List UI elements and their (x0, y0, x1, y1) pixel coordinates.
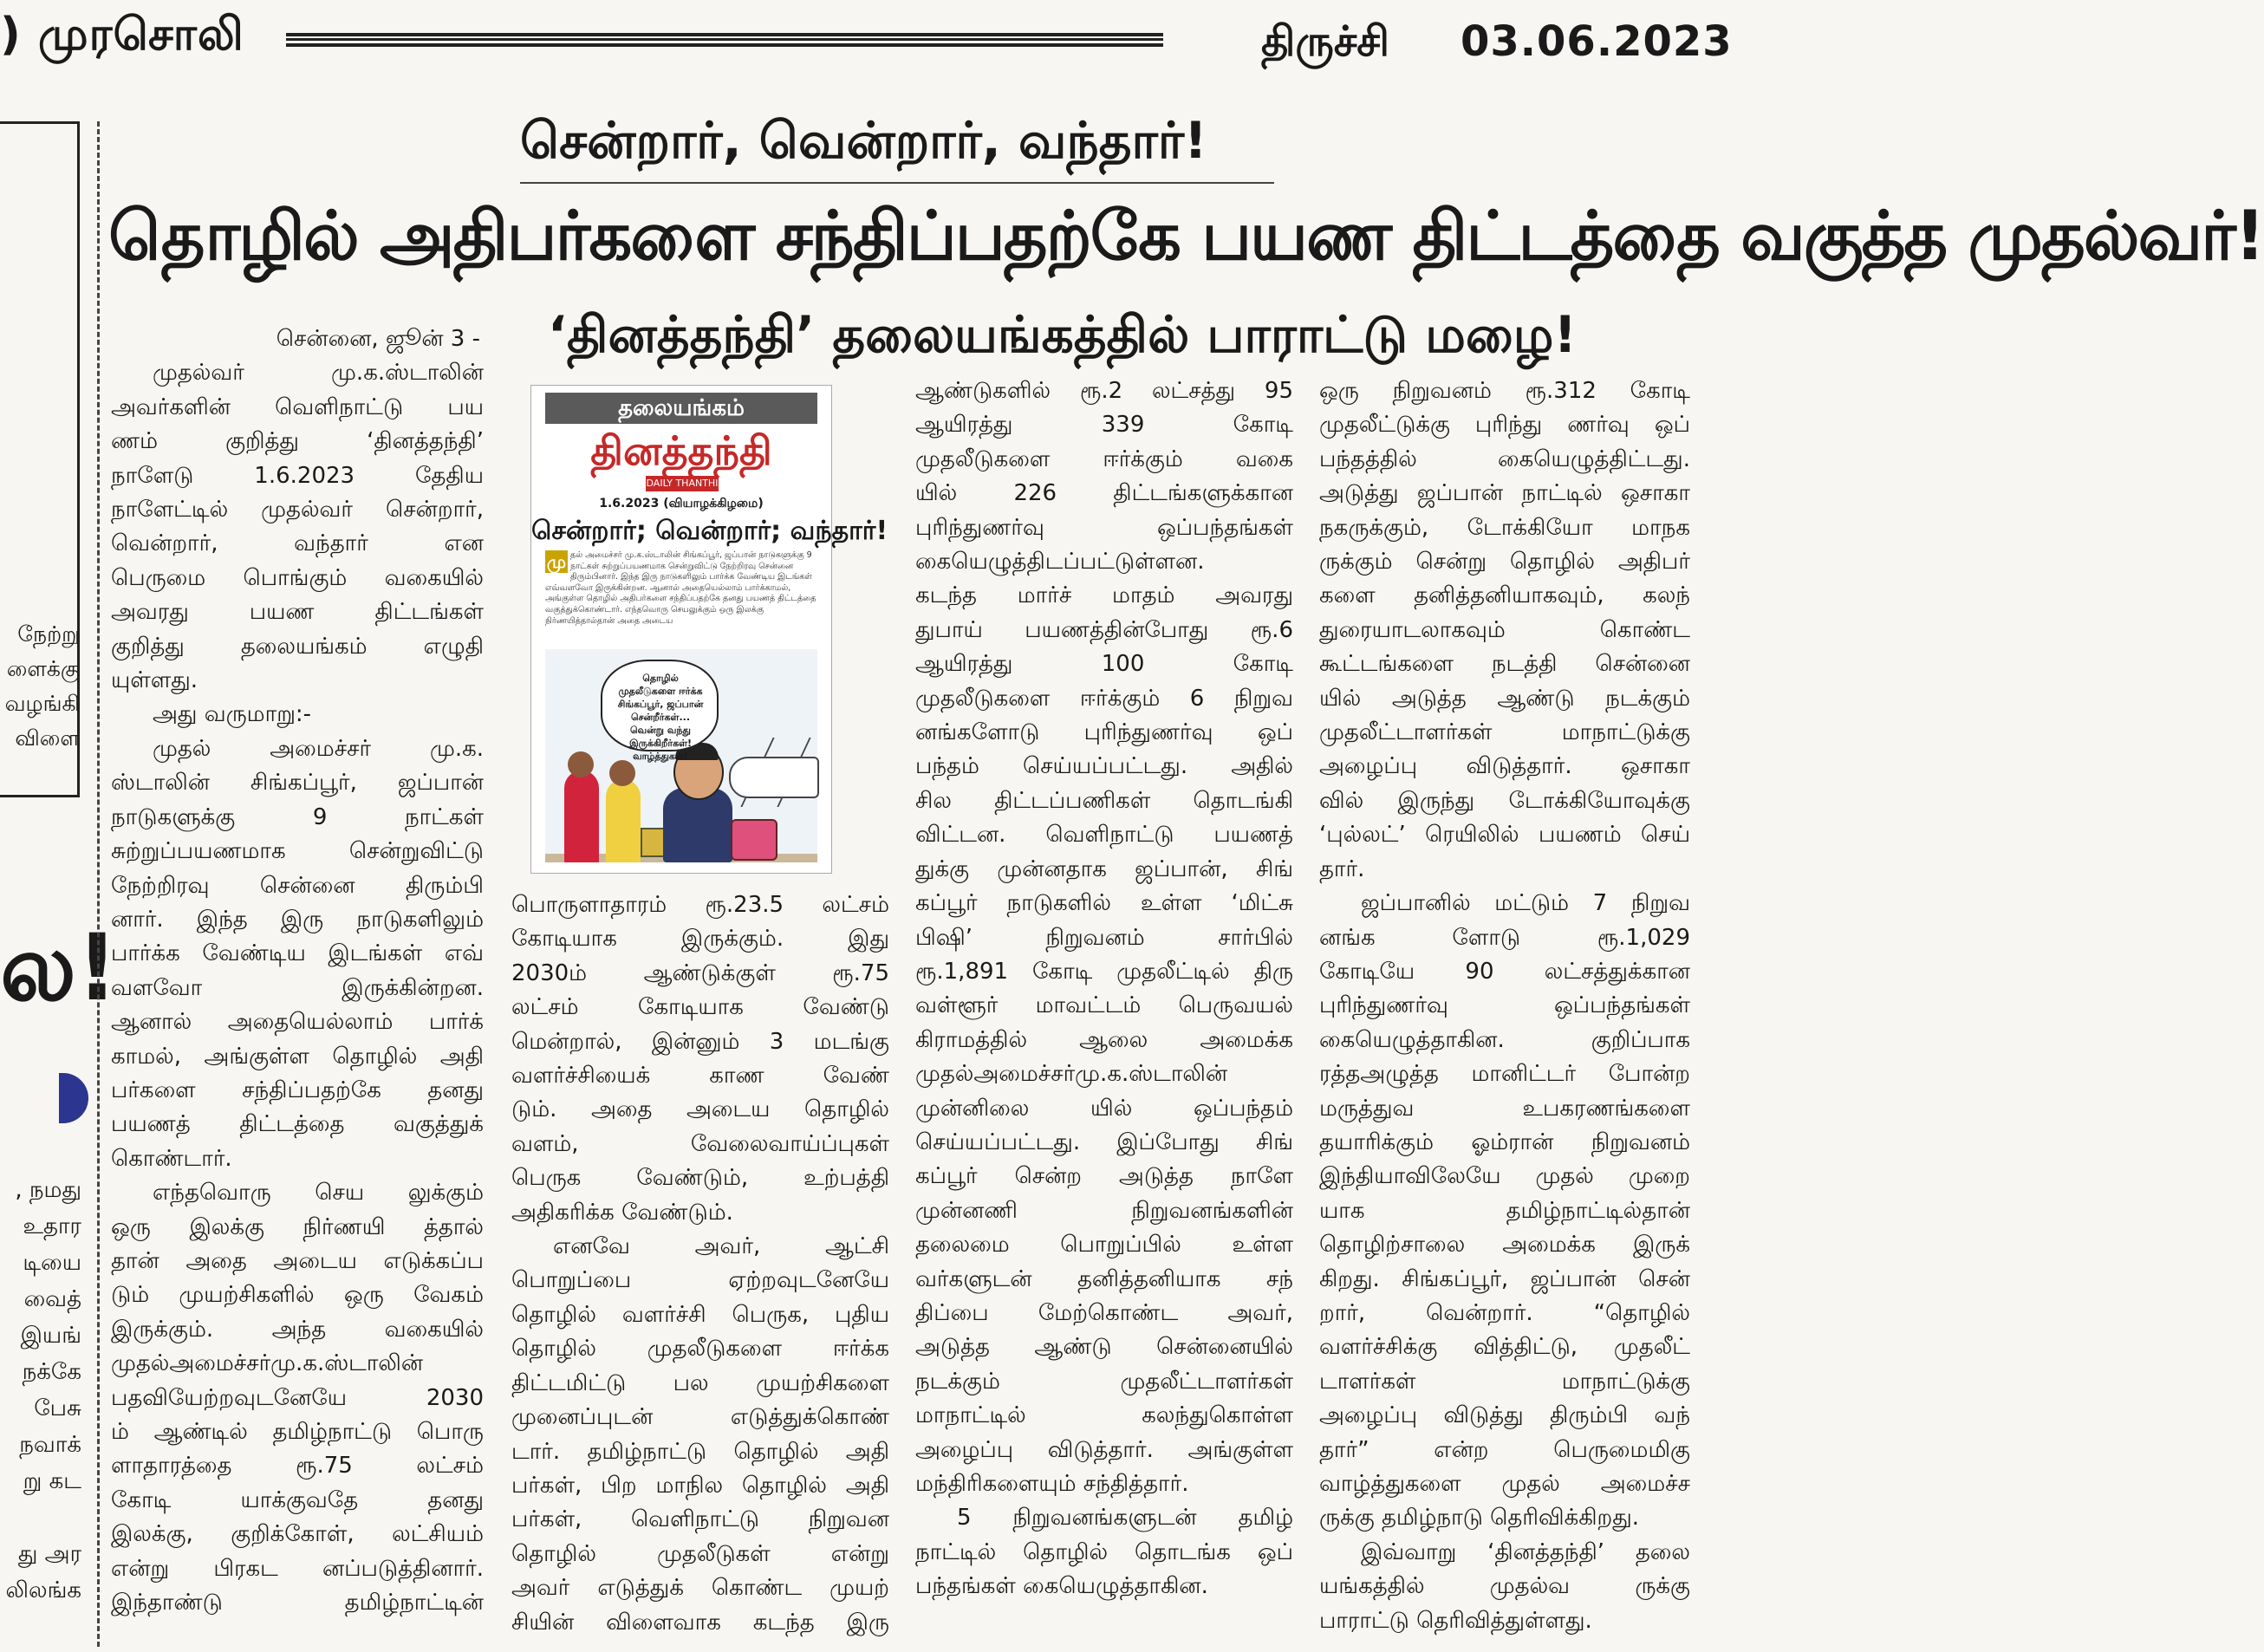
text-line: விட்டன. வெளிநாட்டு பயணத் (915, 822, 1293, 849)
article-dateline: சென்னை, ஜூன் 3 - (276, 326, 480, 352)
text-line: முனைப்புடன் எடுத்துக்கொண் (511, 1404, 889, 1431)
text-line: நாட்டில் தொழில் தொடங்க ஒப் (915, 1538, 1293, 1565)
text-line: களை தனித்தனியாகவும், கலந் (1319, 582, 1690, 609)
text-line: பயணத் திட்டத்தை வகுத்துக் (111, 1111, 484, 1138)
text-line: பொறுப்பை ஏற்றவுடனேயே (511, 1267, 889, 1294)
text-line: னங்களோடு புரிந்துணர்வு ஒப் (915, 719, 1293, 746)
text-line: பந்தத்தில் கையெழுத்திட்டது. (1319, 446, 1690, 472)
text-line: இருக்கும். அந்த வகையில் (111, 1316, 484, 1343)
text-line: ஒரு நிறுவனம் ரூ.312 கோடி (1319, 378, 1690, 404)
text-line: பர்கள், பிற மாநில தொழில் அதி (511, 1472, 889, 1499)
text-line: கிராமத்தில் ஆலை அமைக்க (915, 1026, 1293, 1053)
previous-article-line: , நமது (15, 1177, 81, 1203)
previous-article-line: பேசு (34, 1395, 81, 1421)
text-line: ம் ஆண்டில் தமிழ்நாட்டு பொரு (111, 1419, 484, 1445)
previous-article-line: இயங் (20, 1323, 81, 1349)
previous-article-line: வைத் (23, 1286, 81, 1312)
text-line: எனவே அவர், ஆட்சி (553, 1233, 889, 1260)
text-line: னார். இந்த இரு நாடுகளிலும் (111, 906, 484, 933)
text-line: வர்களுடன் தனித்தனியாக சந் (915, 1265, 1293, 1292)
masthead-city: திருச்சி (1261, 17, 1389, 66)
text-line: பர்களை சந்திப்பதற்கே தனது (111, 1076, 484, 1103)
text-line: மந்திரிகளையும் சந்தித்தார். (915, 1471, 1189, 1497)
text-line: துரையாடலாகவும் கொண்ட (1319, 616, 1690, 643)
text-line: தயாரிக்கும் ஓம்ரான் நிறுவனம் (1319, 1128, 1690, 1155)
text-line: கோடி யாக்குவதே தனது (111, 1486, 484, 1513)
text-line: ளாதாரத்தை ரூ.75 லட்சம் (111, 1453, 484, 1480)
text-line: சுற்றுப்பயணமாக சென்றுவிட்டு (111, 838, 484, 865)
previous-article-text (0, 1172, 81, 1609)
speech-bubble-text: தொழில் முதலீடுகளை ஈர்க்க சிங்கப்பூர், ஜப்பான் சென்றீர்கள்... வென்று வந்து இருக்கிறீர்கள்! வாழ்த்துகள்! (617, 673, 704, 762)
previous-article-line: து அர (17, 1541, 81, 1567)
text-line: டாளர்கள் மாநாட்டுக்கு (1319, 1368, 1690, 1395)
text-line: திட்டமிட்டு பல முயற்சிகளை (511, 1369, 889, 1396)
text-line: ஆண்டுகளில் ரூ.2 லட்சத்து 95 (915, 378, 1293, 404)
article-column-1 (111, 322, 484, 1620)
text-line: வள்ளூர் மாவட்டம் பெருவயல் (915, 992, 1293, 1019)
text-line: யங்கத்தில் முதல்வ ருக்கு (1319, 1573, 1690, 1600)
text-line: முதலீட்டாளர்கள் மாநாட்டுக்கு (1319, 719, 1690, 746)
text-line: முதல் அமைச்சர் மு.க. (153, 735, 484, 762)
text-line: புரிந்துணர்வு ஒப்பந்தங்கள் (1319, 992, 1690, 1019)
text-line: வளம், வேலைவாய்ப்புகள் (511, 1130, 889, 1157)
text-line: தொழில் முதலீடுகளை ஈர்க்க (511, 1336, 889, 1363)
text-line: அது வருமாறு:- (153, 701, 312, 728)
kicker-rule (520, 182, 1274, 184)
text-line: தலைமை பொறுப்பில் உள்ள (915, 1232, 1293, 1259)
text-line: பெருமை பொங்கும் வகையில் (111, 564, 484, 591)
text-line: அழைப்பு விடுத்து திரும்பி வந் (1319, 1402, 1690, 1429)
text-line: அடுத்து ஜப்பான் நாட்டில் ஒசாகா (1319, 480, 1690, 507)
airplane-icon (729, 757, 819, 798)
text-line: பர்கள், வெளிநாட்டு நிறுவன (511, 1506, 889, 1533)
text-line: கப்பூர் சென்ற அடுத்த நாளே (915, 1163, 1293, 1190)
text-line: டும் முயற்சிகளில் ஒரு வேகம் (111, 1282, 484, 1309)
masthead-date: 03.06.2023 (1461, 17, 1733, 66)
text-line: செய்யப்பட்டது. இப்போது சிங் (915, 1128, 1293, 1155)
text-line: கடந்த மார்ச் மாதம் அவரது (915, 582, 1293, 609)
text-line: பதவியேற்றவுடனேயே 2030 (111, 1384, 484, 1411)
cartoon-man-head (609, 760, 635, 786)
previous-article-line: நக்கே (22, 1359, 81, 1385)
luggage-icon (731, 819, 777, 861)
text-line: கோடியாக இருக்கும். இது (511, 926, 889, 953)
text-line: பெருக வேண்டும், உற்பத்தி (511, 1165, 889, 1192)
previous-article-line: நவாக் (19, 1432, 81, 1458)
text-line: ருக்கும் சென்று தொழில் அதிபர் (1319, 549, 1690, 576)
text-line: டும். அதை அடைய தொழில் (511, 1096, 889, 1123)
text-line: திப்பை மேற்கொண்ட அவர், (915, 1299, 1293, 1326)
text-line: பிஷி’ நிறுவனம் சார்பில் (915, 924, 1293, 951)
masthead-rule (286, 33, 1163, 47)
text-line: முதல்வர் மு.க.ஸ்டாலின் (153, 360, 484, 387)
text-line: னங்க ளோடு ரூ.1,029 (1319, 924, 1690, 951)
text-line: இவ்வாறு ‘தினத்தந்தி’ தலை (1361, 1538, 1690, 1565)
text-line: ஜப்பானில் மட்டும் 7 நிறுவ (1361, 890, 1690, 917)
clipping-banner: தலையங்கம் (545, 393, 817, 424)
cartoon-illustration (545, 649, 817, 862)
text-line: அடுத்த ஆண்டு சென்னையில் (915, 1334, 1293, 1361)
masthead-paper-name: ) முரசொலி (0, 9, 244, 61)
clipping-dropcap: மு (546, 551, 567, 572)
text-line: ‘புல்லட்’ ரெயிலில் பயணம் செய் (1319, 822, 1690, 849)
clipping-title: சென்றார்; வென்றார்; வந்தார்! (531, 516, 888, 546)
text-line: ஸ்டாலின் சிங்கப்பூர், ஜப்பான் (111, 770, 484, 797)
text-line: மருத்துவ உபகரணங்களை (1319, 1095, 1690, 1122)
text-line: நாடுகளுக்கு 9 நாட்கள் (111, 803, 484, 830)
clipping-text (545, 550, 817, 646)
cartoon-woman (564, 771, 599, 862)
cartoon-woman-head (568, 751, 594, 777)
cartoon-man (606, 779, 641, 862)
text-line: தொழில் முதலீடுகள் என்று (511, 1540, 889, 1567)
text-line: அதிகரிக்க வேண்டும். (511, 1199, 733, 1226)
text-line: வாழ்த்துகளை முதல் அமைச்ச (1319, 1471, 1690, 1497)
text-line: நாளேட்டில் முதல்வர் சென்றார், (111, 497, 484, 524)
text-line: தான் அதை அடைய எடுக்கப்ப (111, 1247, 484, 1274)
text-line: சியின் விளைவாக கடந்த இரு (511, 1609, 889, 1636)
article-column-4 (1319, 374, 1690, 1638)
article-column-2 (511, 888, 889, 1640)
article-column-3 (915, 374, 1293, 1604)
text-line: யாக தமிழ்நாட்டில்தான் (1319, 1197, 1690, 1224)
text-line: முதல்அமைச்சர்மு.க.ஸ்டாலின் (915, 1061, 1228, 1088)
text-line: டார். தமிழ்நாட்டு தொழில் அதி (511, 1438, 889, 1465)
text-line: பந்தங்கள் கையெழுத்தாகின. (915, 1573, 1208, 1600)
text-line: ஆனால் அதையெல்லாம் பார்க் (111, 1009, 484, 1036)
text-line: என்று பிரகட னப்படுத்தினார். (111, 1555, 484, 1582)
text-line: இலக்கு, குறிக்கோள், லட்சியம் (111, 1521, 484, 1548)
text-line: வில் இருந்து டோக்கியோவுக்கு (1319, 787, 1690, 814)
previous-article-line: லிலங்க (5, 1577, 81, 1603)
text-line: பார்க்க வேண்டிய இடங்கள் எவ் (111, 940, 484, 967)
previous-article-line (0, 1499, 81, 1536)
text-line: கையெழுத்திடப்பட்டுள்ளன. (915, 549, 1205, 576)
previous-article-headline: ல! (0, 914, 119, 1021)
text-line: பொருளாதாரம் ரூ.23.5 லட்சம் (511, 892, 889, 918)
text-line: ரூ.1,891 கோடி முதலீட்டில் திரு (915, 958, 1293, 985)
text-line: யில் அடுத்த ஆண்டு நடக்கும் (1319, 685, 1690, 712)
text-line: எந்தவொரு செய லுக்கும் (153, 1180, 484, 1206)
text-line: அழைப்பு விடுத்தார். அங்குள்ள (915, 1436, 1293, 1463)
text-line: மாநாட்டில் கலந்துகொள்ள (915, 1402, 1293, 1429)
text-line: யில் 226 திட்டங்களுக்கான (915, 480, 1293, 507)
clipping-tagline: DAILY THANTHI (646, 476, 719, 491)
text-line: லட்சம் கோடியாக வேண்டு (511, 994, 889, 1021)
text-line: தார்” என்ற பெருமைமிகு (1319, 1436, 1690, 1463)
text-line: முதல்அமைச்சர்மு.க.ஸ்டாலின் (111, 1350, 424, 1377)
text-line: றார், வென்றார். “தொழில் (1319, 1299, 1690, 1326)
text-line: கோடியே 90 லட்சத்துக்கான (1319, 958, 1690, 985)
text-line: அவர் எடுத்துக் கொண்ட முயற் (511, 1575, 889, 1602)
text-line: 5 நிறுவனங்களுடன் தமிழ் (957, 1505, 1293, 1532)
text-line: கிறது. சிங்கப்பூர், ஜப்பான் சென் (1319, 1265, 1690, 1292)
text-line: 2030ம் ஆண்டுக்குள் ரூ.75 (511, 959, 889, 986)
text-line: கப்பூர் நாடுகளில் உள்ள ‘மிட்சு (915, 890, 1293, 917)
text-line: யுள்ளது. (111, 667, 198, 694)
text-line: முதலீட்டுக்கு புரிந்து ணர்வு ஒப் (1319, 412, 1690, 439)
text-line: மென்றால், இன்னும் 3 மடங்கு (511, 1028, 889, 1055)
text-line: கையெழுத்தாகின. குறிப்பாக (1319, 1026, 1690, 1053)
previous-article-line: று கட (23, 1468, 81, 1494)
text-line: துபாய் பயணத்தின்போது ரூ.6 (915, 616, 1293, 643)
text-line: முன்னிலை யில் ஒப்பந்தம் (915, 1095, 1293, 1122)
text-line: நாளேடு 1.6.2023 தேதிய (111, 462, 484, 489)
previous-article-line: ளைக்கு (6, 656, 80, 681)
previous-article-box-text (0, 617, 80, 756)
text-line: நேற்றிரவு சென்னை திரும்பி (111, 872, 484, 899)
text-line: ஆயிரத்து 339 கோடி (915, 412, 1293, 439)
text-line: நகருக்கும், டோக்கியோ மாநக (1319, 514, 1690, 541)
text-line: ருக்கு தமிழ்நாடு தெரிவிக்கிறது. (1319, 1505, 1640, 1532)
column-divider (97, 121, 100, 1647)
text-line: முன்னணி நிறுவனங்களின் (915, 1197, 1293, 1224)
text-line: அவர்களின் வெளிநாட்டு பய (111, 393, 484, 420)
clipping-logo: தினத்தந்தி (590, 427, 772, 474)
text-line: முதலீடுகளை ஈர்க்கும் 6 நிறுவ (915, 685, 1293, 712)
previous-article-line: டியை (23, 1250, 81, 1276)
text-line: அவரது பயண திட்டங்கள் (111, 599, 484, 626)
text-line: தொழிற்சாலை அமைக்க இருக் (1319, 1232, 1690, 1259)
editorial-clipping-image (530, 385, 888, 874)
text-line: ஆயிரத்து 100 கோடி (915, 651, 1293, 678)
text-line: காமல், அங்குள்ள தொழில் அதி (111, 1043, 484, 1070)
previous-article-line: உதார (23, 1213, 81, 1239)
text-line: கூட்டங்களை நடத்தி சென்னை (1319, 651, 1690, 678)
previous-article-line: நேற்று (17, 621, 80, 647)
text-line: கொண்டார். (111, 1145, 232, 1172)
text-line: தொழில் வளர்ச்சி பெருக, புதிய (511, 1301, 889, 1328)
text-line: பந்தம் செய்யப்பட்டது. அதில் (915, 753, 1293, 780)
article-headline: தொழில் அதிபர்களை சந்திப்பதற்கே பயண திட்டத்தை வகுத்த முதல்வர்! (108, 198, 2264, 276)
previous-article-graphic (59, 1073, 88, 1123)
text-line: சில திட்டப்பணிகள் தொடங்கி (915, 787, 1293, 814)
text-line: பாராட்டு தெரிவித்துள்ளது. (1319, 1607, 1592, 1634)
text-line: வளவோ இருக்கின்றன. (111, 974, 484, 1001)
text-line: வளர்ச்சிக்கு வித்திட்டு, முதலீட் (1319, 1334, 1690, 1361)
text-line: வென்றார், வந்தார் என (111, 530, 484, 557)
text-line: துக்கு முன்னதாக ஜப்பான், சிங் (915, 855, 1293, 882)
text-line: தார். (1319, 855, 1365, 882)
text-line: வளர்ச்சியைக் காண வேண் (511, 1063, 889, 1089)
text-line: முதலீடுகளை ஈர்க்கும் வகை (915, 446, 1293, 472)
text-line: ணம் குறித்து ‘தினத்தந்தி’ (111, 428, 484, 455)
text-line: நடக்கும் முதலீட்டாளர்கள் (915, 1368, 1293, 1395)
article-kicker: சென்றார், வென்றார், வந்தார்! (520, 111, 1207, 170)
text-line: அழைப்பு விடுத்தார். ஒசாகா (1319, 753, 1690, 780)
previous-article-line: வழங்கி (4, 691, 80, 716)
text-line: இந்தாண்டு தமிழ்நாட்டின் (111, 1590, 484, 1616)
text-line: குறித்து தலையங்கம் எழுதி (111, 633, 484, 660)
article-subheadline: ‘தினத்தந்தி’ தலையங்கத்தில் பாராட்டு மழை! (548, 305, 1577, 364)
text-line: ஒரு இலக்கு நிர்ணயி த்தால் (111, 1213, 484, 1240)
clipping-date: 1.6.2023 (வியாழக்கிழமை) (599, 497, 764, 511)
previous-article-line: விளை (15, 725, 80, 751)
text-line: புரிந்துணர்வு ஒப்பந்தங்கள் (915, 514, 1293, 541)
text-line: ரத்தஅழுத்த மானிட்டர் போன்ற (1319, 1061, 1690, 1088)
text-line: இந்தியாவிலேயே முதல் முறை (1319, 1163, 1690, 1190)
clipping-body: தல் அமைச்சர் மு.க.ஸ்டாலின் சிங்கப்பூர், ஜப்பான் நாடுகளுக்கு 9 நாட்கள் சுற்றுப்பயணமாக சென்றுவிட்டு நேற்றிரவு சென்னை திரும்பினார். இந்த இரு நாடுகளிலும் பார்க்க வேண்டிய இடங்கள் எவ்வளவோ இருக்கின்றன. ஆனால் அதையெல்லாம் பார்க்காமல், அங்குள்ள தொழில் அதிபர்களை சந்திப்பதற்கே தனது பயணத் திட்டத்தை வகுத்துக்கொண்டார். எந்தவொரு செயலுக்கும் ஒரு இலக்கு நிர்ணயித்தால்தான் அதை அடைய (545, 550, 816, 626)
